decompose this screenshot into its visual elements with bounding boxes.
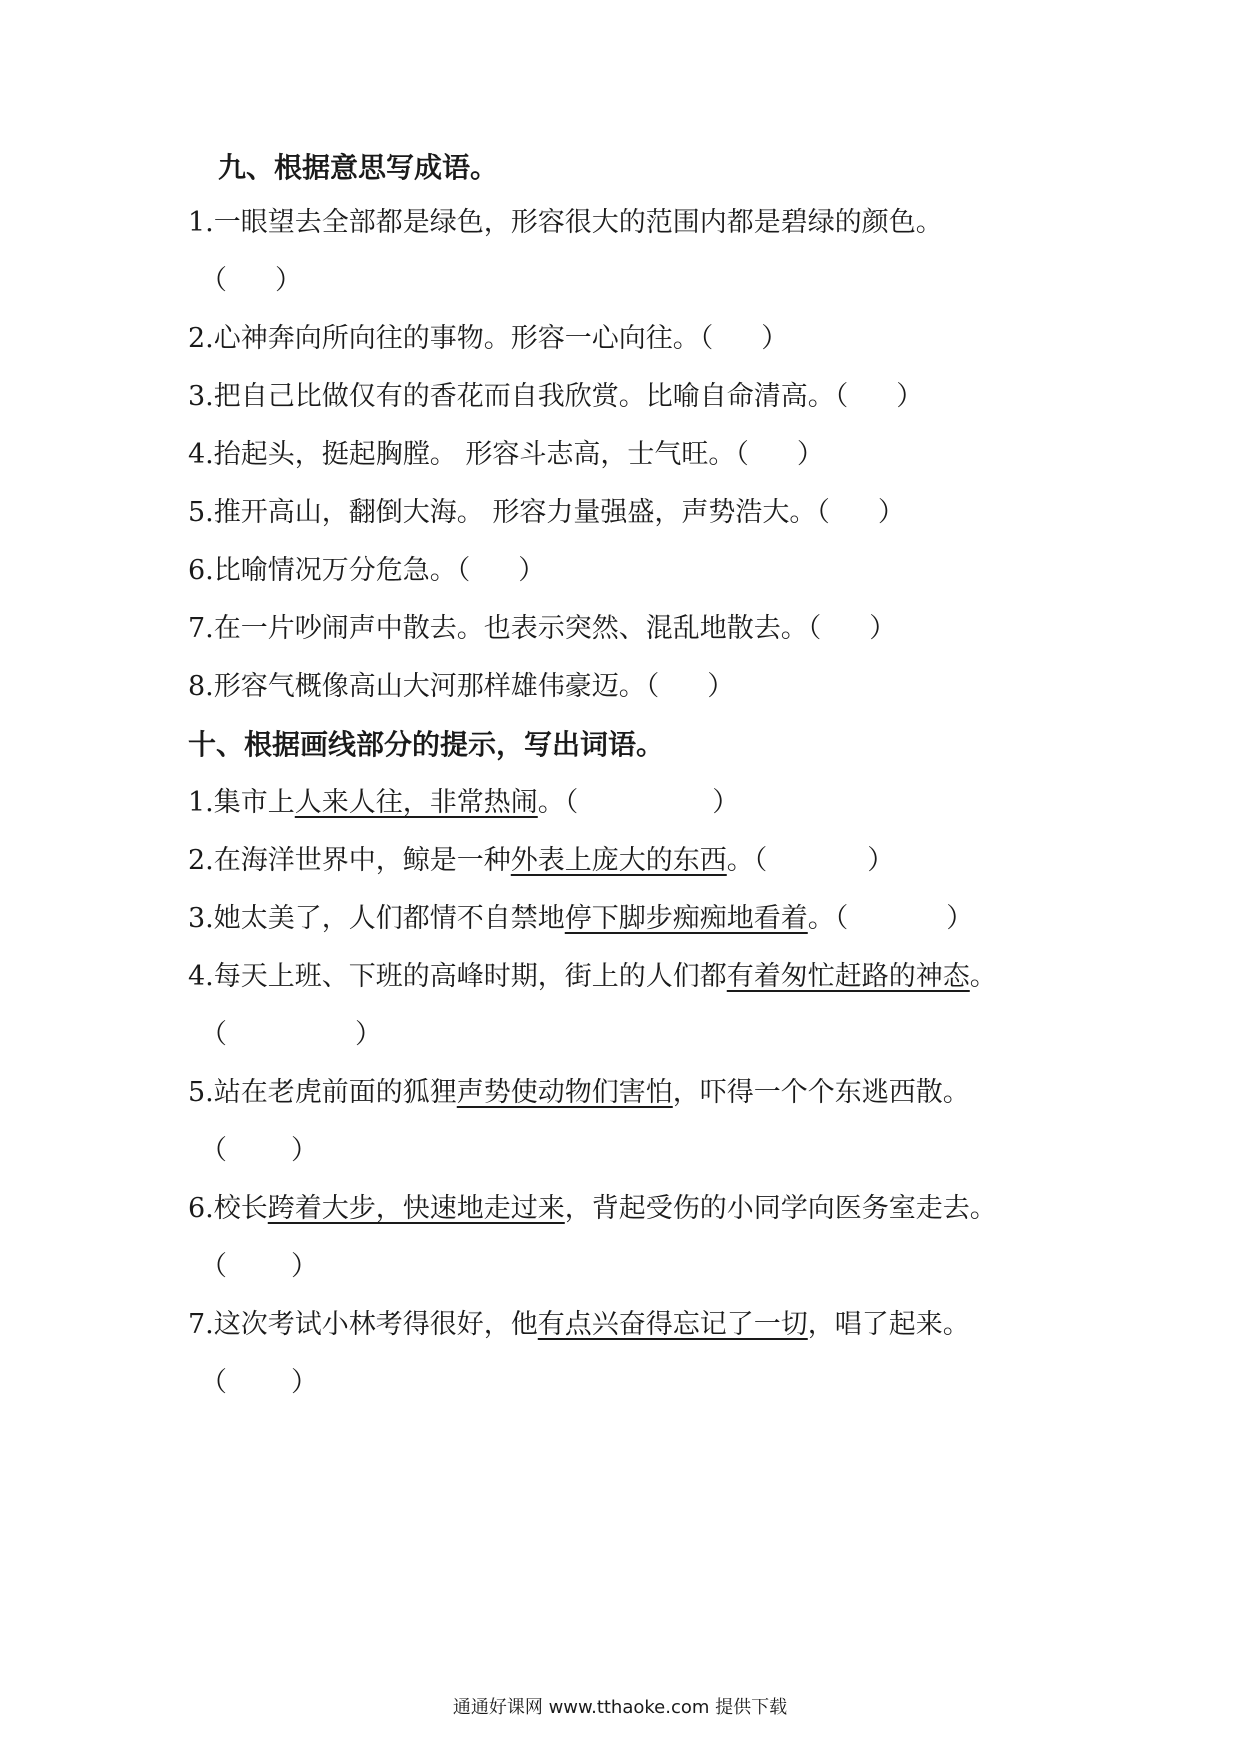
item-number: 4.: [188, 961, 214, 992]
underlined-hint: 有着匆忙赶路的神态: [726, 961, 970, 992]
answer-blank[interactable]: （ ）: [564, 787, 740, 818]
underlined-hint: 跨着大步，快速地走过来: [267, 1193, 565, 1224]
underlined-hint: 外表上庞大的东西: [510, 845, 727, 876]
answer-blank[interactable]: （ ）: [816, 497, 905, 528]
item-number: 8.: [188, 671, 214, 702]
underlined-hint: 人来人往，非常热闹: [294, 787, 538, 818]
s10-item-7: 7.这次考试小林考得很好，他有点兴奋得忘记了一切，唱了起来。: [188, 1309, 970, 1340]
s10-item-3: 3.她太美了，人们都情不自禁地停下脚步痴痴地看着。（ ）: [188, 903, 974, 934]
item-number: 5.: [188, 497, 214, 528]
item-number: 7.: [188, 1309, 214, 1340]
item-text: 推开高山，翻倒大海。 形容力量强盛，声势浩大。: [213, 497, 817, 528]
s9-item-8: [188, 669, 734, 705]
answer-blank[interactable]: （ ）: [807, 613, 897, 644]
section-9-title: 九、根据意思写成语。: [218, 151, 499, 184]
item-text: 把自己比做仅有的香花而自我欣赏。比喻自命清高。: [213, 381, 835, 412]
answer-blank[interactable]: （ ）: [456, 555, 546, 586]
s9-item-7: [188, 611, 896, 647]
item-text: 抬起头，挺起胸膛。 形容斗志高，士气旺。: [213, 439, 736, 470]
s10-item-5: 5.站在老虎前面的狐狸声势使动物们害怕，吓得一个个东逃西散。: [188, 1077, 970, 1108]
item-number: 3.: [188, 903, 214, 934]
item-number: 2.: [188, 323, 214, 354]
s9-item-5: [188, 495, 905, 531]
item-number: 2.: [188, 845, 214, 876]
s9-item-1: [188, 205, 943, 241]
s9-item-3: [188, 379, 923, 415]
s10-item-4: 4.每天上班、下班的高峰时期，街上的人们都有着匆忙赶路的神态。: [188, 961, 997, 992]
s9-item-6: [188, 553, 545, 589]
item-number: 5.: [188, 1077, 214, 1108]
item-number: 6.: [188, 1193, 214, 1224]
s10-item-2: 2.在海洋世界中，鲸是一种外表上庞大的东西。（ ）: [188, 845, 895, 876]
item-text: 在一片吵闹声中散去。也表示突然、混乱地散去。: [213, 613, 808, 644]
s10-answer-blank-7[interactable]: （ ）: [200, 1367, 318, 1398]
underlined-hint: 停下脚步痴痴地看着: [564, 903, 808, 934]
item-number: 6.: [188, 555, 214, 586]
underlined-hint: 有点兴奋得忘记了一切: [537, 1309, 808, 1340]
item-number: 4.: [188, 439, 214, 470]
s10-item-6: 6.校长跨着大步，快速地走过来，背起受伤的小同学向医务室走去。: [188, 1193, 997, 1224]
item-text: 比喻情况万分危急。: [213, 555, 457, 586]
s10-item-1: 1.集市上人来人往，非常热闹。（ ）: [188, 787, 740, 818]
s10-answer-blank-6[interactable]: （ ）: [200, 1251, 318, 1282]
section-10-title: 十、根据画线部分的提示，写出词语。: [188, 728, 665, 761]
s10-answer-blank-4[interactable]: （ ）: [200, 1019, 382, 1050]
s9-item-2: [188, 321, 788, 357]
item-text: 形容气概像高山大河那样雄伟豪迈。: [213, 671, 646, 702]
s9-answer-blank-1[interactable]: （ ）: [200, 265, 302, 296]
answer-blank[interactable]: （ ）: [834, 381, 924, 412]
item-number: 7.: [188, 613, 214, 644]
answer-blank[interactable]: （ ）: [735, 439, 824, 470]
answer-blank[interactable]: （ ）: [753, 845, 895, 876]
s10-answer-blank-5[interactable]: （ ）: [200, 1135, 318, 1166]
footer-source-text: 通通好课网 www.tthaoke.com 提供下载: [452, 1697, 788, 1718]
s9-item-4: [188, 437, 824, 473]
item-number: 3.: [188, 381, 214, 412]
item-text: 一眼望去全部都是绿色，形容很大的范围内都是碧绿的颜色。: [213, 207, 943, 238]
answer-blank[interactable]: （ ）: [645, 671, 735, 702]
item-number: 1.: [188, 207, 214, 238]
answer-blank[interactable]: （ ）: [699, 323, 789, 354]
underlined-hint: 声势使动物们害怕: [456, 1077, 673, 1108]
item-number: 1.: [188, 787, 214, 818]
answer-blank[interactable]: （ ）: [834, 903, 974, 934]
item-text: 心神奔向所向往的事物。形容一心向往。: [213, 323, 700, 354]
